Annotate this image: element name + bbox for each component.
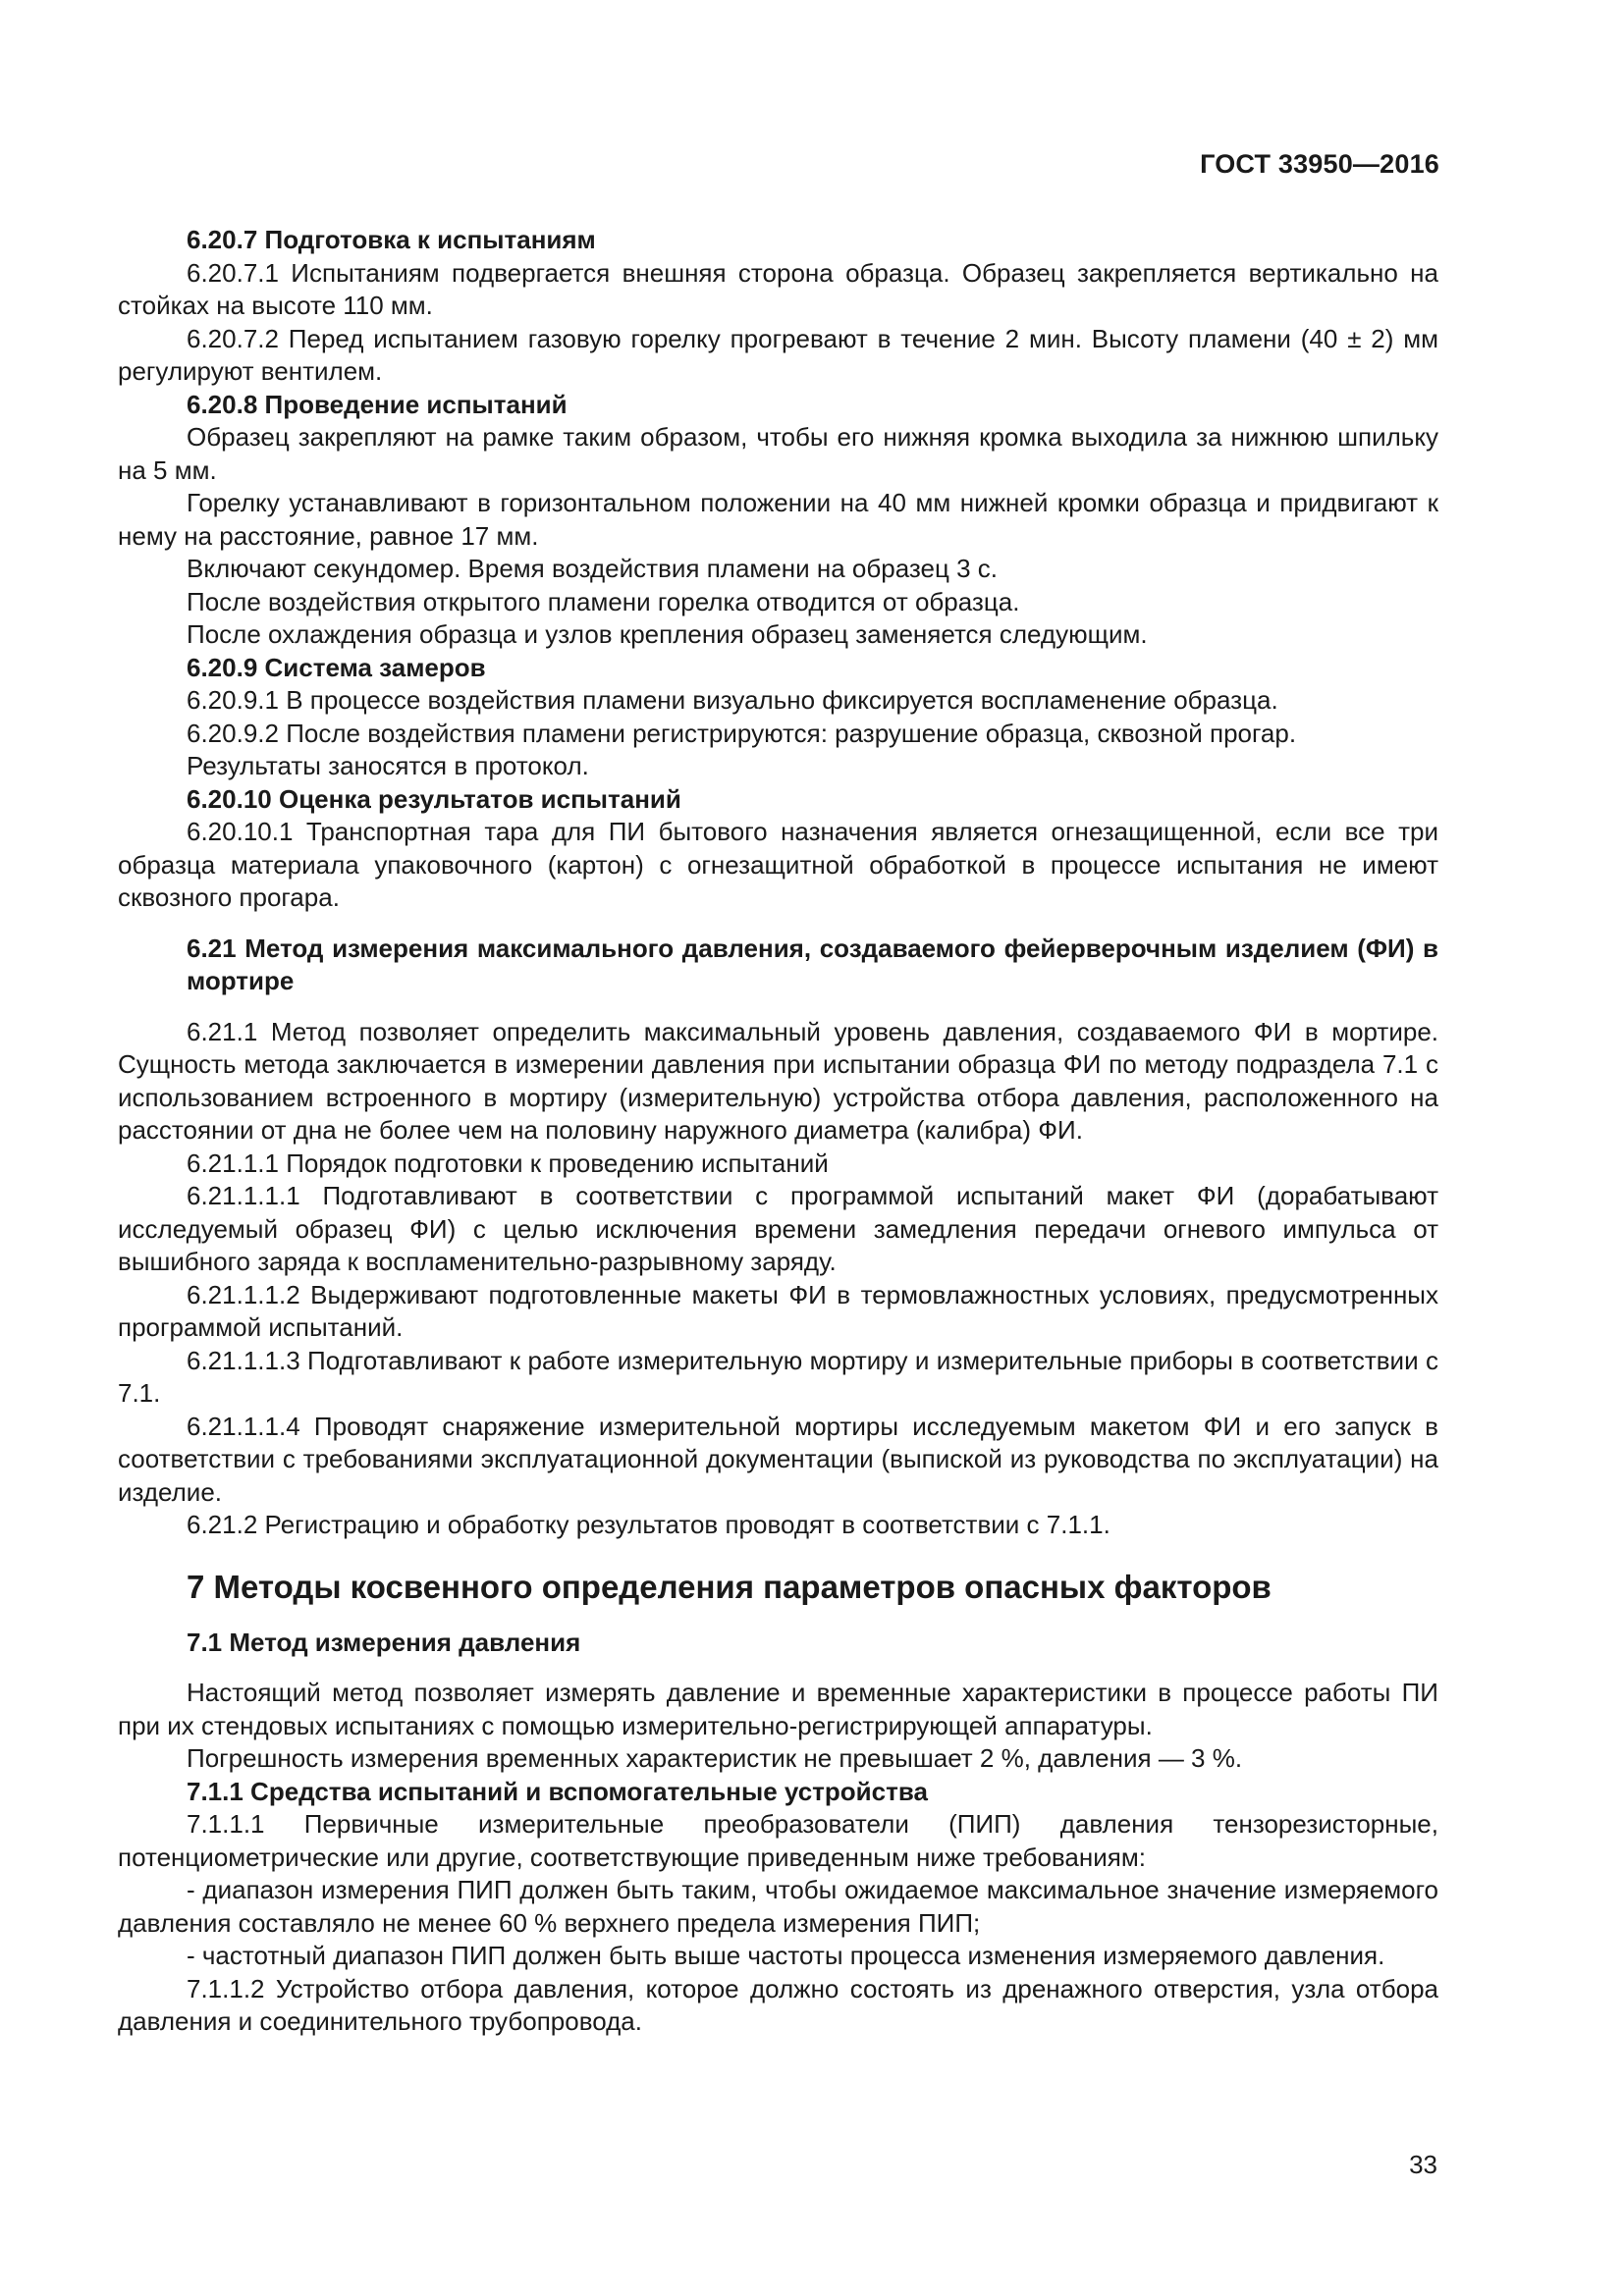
chapter-heading: 7 Методы косвенного определения параметров опасных факторов: [187, 1568, 1272, 1605]
paragraph: Результаты заносятся в протокол.: [187, 751, 589, 780]
paragraph: 7.1.1.2 Устройство отбора давления, которое должно состоять из дренажного отверстия, узла отбора давления и соединительного трубопровода.: [118, 1973, 1438, 2036]
page-number: 33: [1409, 2150, 1437, 2179]
paragraph: Образец закрепляют на рамке таким образом, чтобы его нижняя кромка выходила за нижнюю шпильку на 5 мм.: [118, 422, 1438, 485]
paragraph: 6.21.1.1.4 Проводят снаряжение измерительной мортиры исследуемым макетом ФИ и его запуск в соответствии с требованиями эксплуатационной документации (выпиской из руководства по эксплуатации) на изделие.: [118, 1411, 1438, 1507]
paragraph: Горелку устанавливают в горизонтальном положении на 40 мм нижней кромки образца и придвигают к нему на расстояние, равное 17 мм.: [118, 488, 1438, 551]
paragraph: 6.20.7.2 Перед испытанием газовую горелку прогревают в течение 2 мин. Высоту пламени (40 ± 2) мм регулируют вентилем.: [118, 323, 1438, 386]
paragraph: После охлаждения образца и узлов крепления образец заменяется следующим.: [187, 619, 1148, 649]
paragraph: 6.21.2 Регистрацию и обработку результатов проводят в соответствии с 7.1.1.: [187, 1510, 1110, 1539]
subsection-heading: 6.20.8 Проведение испытаний: [187, 389, 568, 419]
paragraph: Включают секундомер. Время воздействия пламени на образец 3 с.: [187, 554, 998, 583]
subsection-heading: 6.20.9 Система замеров: [187, 652, 486, 682]
paragraph: Настоящий метод позволяет измерять давление и временные характеристики в процессе работы ПИ при их стендовых испытаниях с помощью измерительно-регистрирующей аппаратуры.: [118, 1678, 1438, 1740]
paragraph: - диапазон измерения ПИП должен быть таким, чтобы ожидаемое максимальное значение измеряемого давления составляло не менее 60 % верхнего предела измерения ПИП;: [118, 1875, 1438, 1938]
paragraph: 6.21.1.1.2 Выдерживают подготовленные макеты ФИ в термовлажностных условиях, предусмотренных программой испытаний.: [118, 1279, 1438, 1342]
paragraph: 6.21.1 Метод позволяет определить максимальный уровень давления, создаваемого ФИ в мортире. Сущность метода заключается в измерении давления при испытании образца ФИ по методу подраздела 7.1 с использованием встроенного в мортиру (измерительную) устройства отбора давления, расположенного на расстоянии от дна не более чем на половину наружного диаметра (калибра) ФИ.: [118, 1016, 1438, 1145]
paragraph: 6.21.1.1 Порядок подготовки к проведению испытаний: [187, 1148, 829, 1178]
paragraph: 6.21.1.1.1 Подготавливают в соответствии с программой испытаний макет ФИ (дорабатывают исследуемый образец ФИ) с целью исключения времени замедления передачи огневого импульса от вышибного заряда к воспламенительно-разрывному заряду.: [118, 1181, 1438, 1276]
standard-code-header: ГОСТ 33950—2016: [1200, 149, 1439, 179]
paragraph: 6.20.9.2 После воздействия пламени регистрируются: разрушение образца, сквозной прогар.: [187, 718, 1297, 748]
subsection-heading: 6.20.10 Оценка результатов испытаний: [187, 783, 681, 814]
paragraph: Погрешность измерения временных характеристик не превышает 2 %, давления — 3 %.: [187, 1743, 1243, 1773]
subsection-heading: 7.1.1 Средства испытаний и вспомогательные устройства: [187, 1776, 928, 1806]
paragraph: - частотный диапазон ПИП должен быть выше частоты процесса изменения измеряемого давления.: [187, 1941, 1385, 1970]
document-body: [118, 224, 1438, 2039]
paragraph: 6.21.1.1.3 Подготавливают к работе измерительную мортиру и измерительные приборы в соответствии с 7.1.: [118, 1345, 1438, 1408]
section-heading: 7.1 Метод измерения давления: [187, 1627, 581, 1657]
subsection-heading: 6.20.7 Подготовка к испытаниям: [187, 225, 596, 254]
paragraph: 6.20.9.1 В процессе воздействия пламени визуально фиксируется воспламенение образца.: [187, 685, 1278, 715]
paragraph: После воздействия открытого пламени горелка отводится от образца.: [187, 586, 1020, 616]
paragraph: 7.1.1.1 Первичные измерительные преобразователи (ПИП) давления тензорезисторные, потенциометрические или другие, соответствующие приведенным ниже требованиям:: [118, 1809, 1438, 1872]
paragraph: 6.20.7.1 Испытаниям подвергается внешняя сторона образца. Образец закрепляется вертикально на стойках на высоте 110 мм.: [118, 257, 1438, 320]
section-heading: 6.21 Метод измерения максимального давления, создаваемого фейерверочным изделием (ФИ) в мортире: [187, 933, 1438, 995]
paragraph: 6.20.10.1 Транспортная тара для ПИ бытового назначения является огнезащищенной, если все три образца материала упаковочного (картон) с огнезащитной обработкой в процессе испытания не имеют сквозного прогара.: [118, 817, 1438, 912]
